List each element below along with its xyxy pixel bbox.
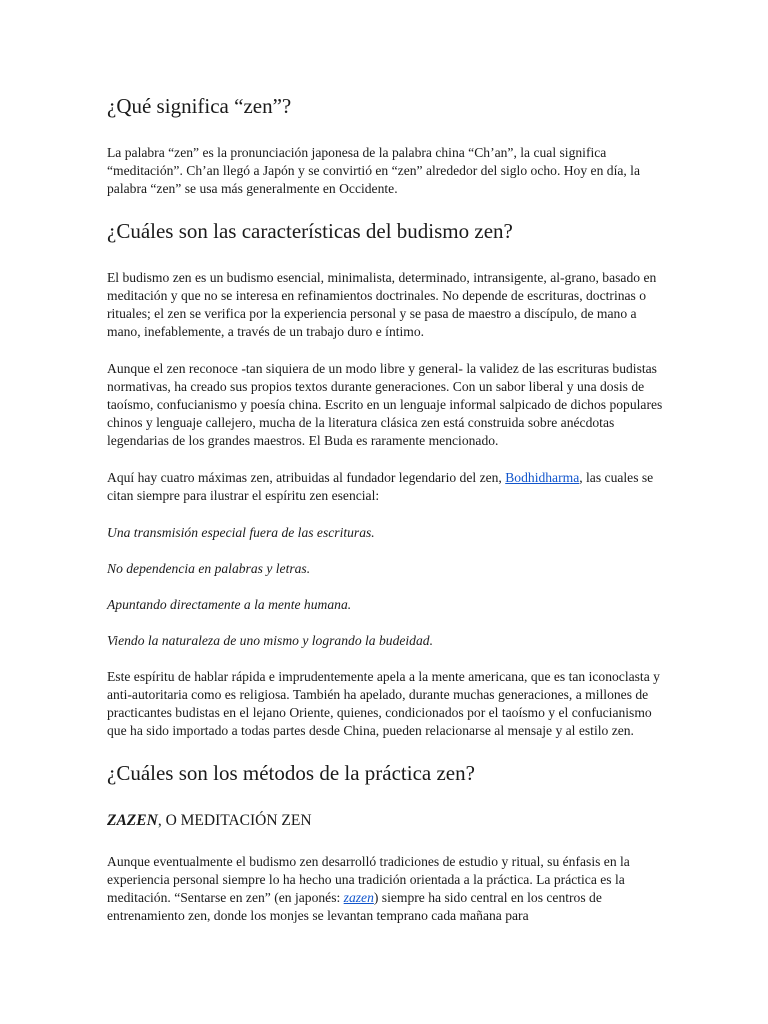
heading-metodos-practica-zen: ¿Cuáles son los métodos de la práctica zen? <box>107 761 475 785</box>
paragraph-cuatro-maximas <box>107 469 663 505</box>
maxim-3: Apuntando directamente a la mente humana. <box>107 597 352 612</box>
maxim-1: Una transmisión especial fuera de las escrituras. <box>107 525 375 540</box>
practica-text-start: Aunque eventualmente el budismo zen desarrolló tradiciones de estudio y ritual, su énfasis en la experiencia personal siempre lo ha hecho una tradición orientada a la práctica. La práctica es la meditación. “Sentarse en zen” (en japonés: <box>107 854 630 905</box>
paragraph-textos-zen: Aunque el zen reconoce -tan siquiera de un modo libre y general- la validez de las escrituras budistas normativas, ha creado sus propios textos durante generaciones. Con un sabor liberal y una dosis de taoísmo, confucianismo y poesía china. Escrito en un lenguaje informal salpicado de dichos populares chinos y lenguaje callejero, mucha de la literatura clásica zen está construida sobre anécdotas legendarias de los grandes maestros. El Buda es raramente mencionado. <box>107 361 663 448</box>
paragraph-practica-meditacion <box>107 853 663 925</box>
maxim-4: Viendo la naturaleza de uno mismo y logrando la budeidad. <box>107 633 433 648</box>
paragraph-budismo-esencial: El budismo zen es un budismo esencial, minimalista, determinado, intransigente, al-grano, basado en meditación y que no se interesa en refinamientos doctrinales. No depende de escrituras, doctrinas o rituales; el zen se verifica por la experiencia personal y se pasa de maestro a discípulo, de mano a mano, inefablemente, a través de un trabajo duro e íntimo. <box>107 270 657 339</box>
maximas-intro-text: Aquí hay cuatro máximas zen, atribuidas al fundador legendario del zen, <box>107 470 506 485</box>
heading-que-significa-zen: ¿Qué significa “zen”? <box>107 94 292 118</box>
subheading-zazen <box>107 811 663 831</box>
subheading-zazen-rest: , O MEDITACIÓN ZEN <box>157 812 312 829</box>
document-page <box>107 92 663 944</box>
heading-caracteristicas-budismo-zen: ¿Cuáles son las características del budismo zen? <box>107 219 513 243</box>
maxim-2: No dependencia en palabras y letras. <box>107 561 311 576</box>
paragraph-zen-meaning: La palabra “zen” es la pronunciación japonesa de la palabra china “Ch’an”, la cual significa “meditación”. Ch’an llegó a Japón y se convirtió en “zen” alrededor del siglo ocho. Hoy en día, la palabra “zen” se usa más generalmente en Occidente. <box>107 145 640 196</box>
maximas-intro-text-end: , las cuales se citan siempre para ilustrar el espíritu zen esencial: <box>107 470 654 503</box>
paragraph-espiritu-zen: Este espíritu de hablar rápida e imprudentemente apela a la mente americana, que es tan iconoclasta y anti-autoritaria como es religiosa. También ha apelado, durante muchas generaciones, a millones de practicantes budistas en el lejano Oriente, quienes, condicionados por el taoísmo y el confucianismo que ha sido importado a todas partes desde China, pueden relacionarse al mensaje y al estilo zen. <box>107 669 660 738</box>
subheading-zazen-term: ZAZEN <box>107 812 158 829</box>
bodhidharma-link[interactable]: Bodhidharma <box>505 470 580 485</box>
zazen-link[interactable]: zazen <box>343 890 374 905</box>
practica-text-end: ) siempre ha sido central en los centros de entrenamiento zen, donde los monjes se levantan temprano cada mañana para <box>107 890 602 923</box>
